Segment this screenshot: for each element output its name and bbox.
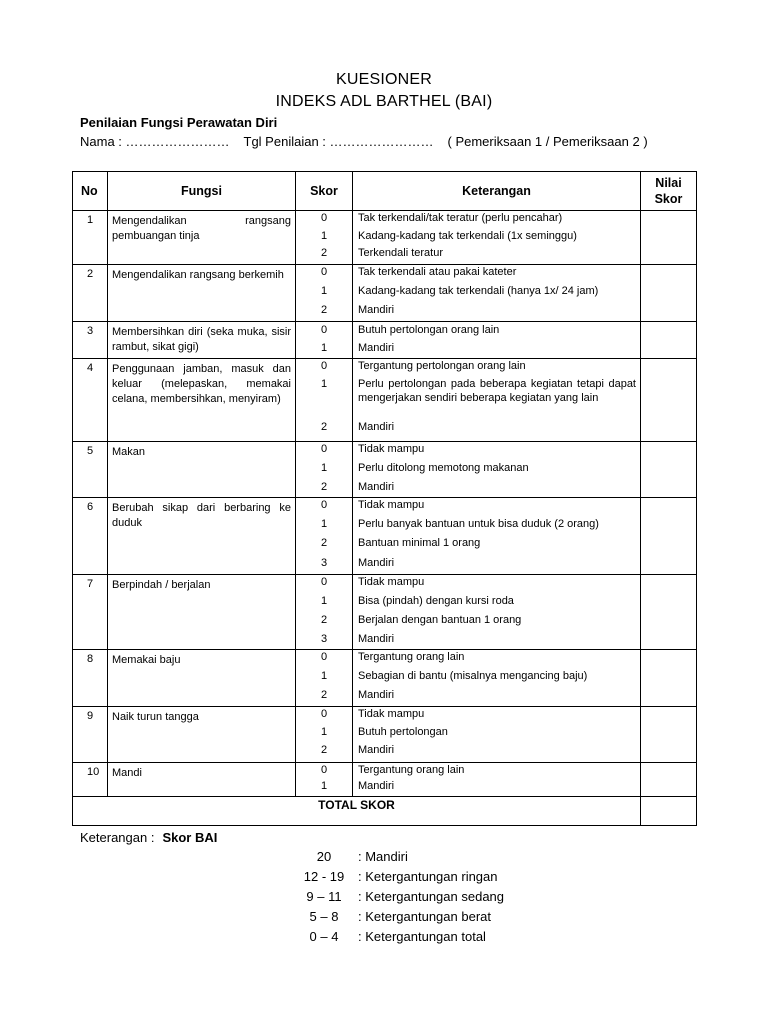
legend-description: : Ketergantungan ringan bbox=[358, 868, 498, 884]
keterangan-text: Mandiri bbox=[358, 342, 395, 354]
patient-meta-line bbox=[80, 134, 648, 149]
table-row bbox=[73, 359, 697, 442]
keterangan-text: Mandiri bbox=[358, 633, 395, 645]
skor-value: 2 bbox=[320, 744, 328, 756]
skor-cell bbox=[296, 359, 353, 442]
adl-table bbox=[72, 171, 697, 826]
keterangan-text: Perlu pertolongan pada beberapa kegiatan tetapi dapat mengerjakan sendiri beberapa kegiatan yang lain bbox=[358, 378, 636, 404]
row-number: 8 bbox=[73, 650, 108, 707]
keterangan-text: Kadang-kadang tak terkendali (1x seminggu) bbox=[358, 230, 577, 242]
skor-value: 0 bbox=[320, 576, 328, 588]
nilai-skor-cell[interactable] bbox=[641, 650, 697, 707]
keterangan-text: Mandiri bbox=[358, 744, 395, 756]
skor-value: 1 bbox=[320, 670, 328, 682]
col-header-skor: Skor bbox=[296, 172, 353, 211]
skor-value: 2 bbox=[320, 304, 328, 316]
legend-range: 0 – 4 bbox=[309, 928, 339, 944]
keterangan-text: Butuh pertolongan bbox=[358, 726, 448, 738]
row-number: 2 bbox=[73, 265, 108, 322]
skor-value: 2 bbox=[320, 481, 328, 493]
keterangan-cell bbox=[353, 707, 641, 763]
keterangan-cell bbox=[353, 322, 641, 359]
row-number: 1 bbox=[73, 211, 108, 265]
skor-value: 1 bbox=[320, 726, 328, 738]
keterangan-text: Mandiri bbox=[358, 481, 395, 493]
skor-value: 0 bbox=[320, 212, 328, 224]
table-row bbox=[73, 707, 697, 763]
legend-description: : Ketergantungan sedang bbox=[358, 888, 505, 904]
skor-cell bbox=[296, 265, 353, 322]
row-number: 5 bbox=[73, 442, 108, 498]
fungsi-cell: Makan bbox=[108, 442, 296, 498]
nilai-skor-cell[interactable] bbox=[641, 575, 697, 650]
skor-value: 2 bbox=[320, 421, 328, 433]
keterangan-cell bbox=[353, 498, 641, 575]
nilai-skor-cell[interactable] bbox=[641, 265, 697, 322]
keterangan-text: Tak terkendali/tak teratur (perlu pencahar) bbox=[358, 212, 563, 224]
fungsi-cell: Naik turun tangga bbox=[108, 707, 296, 763]
skor-value: 1 bbox=[320, 780, 328, 792]
total-row bbox=[73, 797, 697, 826]
skor-value: 1 bbox=[320, 518, 328, 530]
table-header-row bbox=[73, 172, 697, 211]
keterangan-cell bbox=[353, 763, 641, 797]
keterangan-text: Mandiri bbox=[358, 689, 395, 701]
table-row bbox=[73, 265, 697, 322]
nilai-skor-cell[interactable] bbox=[641, 322, 697, 359]
keterangan-cell bbox=[353, 265, 641, 322]
skor-value: 2 bbox=[320, 247, 328, 259]
table-row bbox=[73, 575, 697, 650]
skor-value: 0 bbox=[320, 360, 328, 372]
skor-value: 1 bbox=[320, 230, 328, 242]
skor-cell bbox=[296, 575, 353, 650]
keterangan-text: Tergantung orang lain bbox=[358, 651, 465, 663]
total-skor-value-cell[interactable] bbox=[641, 797, 697, 826]
row-number: 7 bbox=[73, 575, 108, 650]
keterangan-cell bbox=[353, 359, 641, 442]
table-row bbox=[73, 211, 697, 265]
skor-value: 0 bbox=[320, 324, 328, 336]
fungsi-cell: Mengendalikan rangsang pembuangan tinja bbox=[108, 211, 296, 265]
col-header-keterangan: Keterangan bbox=[353, 172, 641, 211]
keterangan-text: Mandiri bbox=[358, 780, 395, 792]
keterangan-text: Sebagian di bantu (misalnya mengancing baju) bbox=[358, 670, 588, 682]
legend-title: Skor BAI bbox=[162, 830, 218, 845]
keterangan-text: Berjalan dengan bantuan 1 orang bbox=[358, 614, 522, 626]
keterangan-text: Mandiri bbox=[358, 557, 395, 569]
fungsi-cell: Berpindah / berjalan bbox=[108, 575, 296, 650]
keterangan-text: Perlu ditolong memotong makanan bbox=[358, 462, 529, 474]
row-number: 3 bbox=[73, 322, 108, 359]
fungsi-cell: Memakai baju bbox=[108, 650, 296, 707]
fungsi-cell: Berubah sikap dari berbaring ke duduk bbox=[108, 498, 296, 575]
keterangan-text: Bisa (pindah) dengan kursi roda bbox=[358, 595, 514, 607]
keterangan-text: Tergantung orang lain bbox=[358, 764, 465, 776]
skor-value: 1 bbox=[320, 595, 328, 607]
section-subtitle: Penilaian Fungsi Perawatan Diri bbox=[80, 115, 278, 130]
legend-item bbox=[290, 926, 504, 946]
nilai-skor-cell[interactable] bbox=[641, 763, 697, 797]
skor-cell bbox=[296, 707, 353, 763]
skor-value: 1 bbox=[320, 378, 328, 390]
legend-range: 12 - 19 bbox=[303, 868, 345, 884]
keterangan-text: Tidak mampu bbox=[358, 499, 425, 511]
nilai-skor-cell[interactable] bbox=[641, 707, 697, 763]
skor-value: 3 bbox=[320, 633, 328, 645]
skor-value: 3 bbox=[320, 557, 328, 569]
fungsi-cell: Mandi bbox=[108, 763, 296, 797]
keterangan-text: Kadang-kadang tak terkendali (hanya 1x/ 24 jam) bbox=[358, 285, 599, 297]
table-row bbox=[73, 498, 697, 575]
keterangan-text: Tidak mampu bbox=[358, 443, 425, 455]
score-legend bbox=[290, 846, 504, 946]
nama-field: Nama : …………………… bbox=[80, 134, 230, 149]
skor-cell bbox=[296, 322, 353, 359]
legend-item bbox=[290, 886, 504, 906]
skor-value: 1 bbox=[320, 342, 328, 354]
keterangan-text: Mandiri bbox=[358, 304, 395, 316]
keterangan-text: Tergantung pertolongan orang lain bbox=[358, 360, 526, 372]
legend-range: 20 bbox=[316, 848, 332, 864]
keterangan-text: Tidak mampu bbox=[358, 576, 425, 588]
legend-heading bbox=[80, 830, 217, 845]
row-number: 4 bbox=[73, 359, 108, 442]
legend-description: : Ketergantungan berat bbox=[358, 908, 491, 924]
keterangan-text: Bantuan minimal 1 orang bbox=[358, 537, 481, 549]
keterangan-text: Mandiri bbox=[358, 421, 395, 433]
legend-item bbox=[290, 866, 504, 886]
skor-cell bbox=[296, 211, 353, 265]
legend-label: Keterangan : bbox=[80, 830, 155, 845]
row-number: 6 bbox=[73, 498, 108, 575]
col-header-fungsi: Fungsi bbox=[108, 172, 296, 211]
col-header-no: No bbox=[73, 172, 108, 211]
col-header-nilai-skor bbox=[641, 172, 697, 211]
table-row bbox=[73, 763, 697, 797]
fungsi-cell: Penggunaan jamban, masuk dan keluar (melepaskan, memakai celana, membersihkan, menyiram) bbox=[108, 359, 296, 442]
keterangan-text: Butuh pertolongan orang lain bbox=[358, 324, 500, 336]
row-number: 9 bbox=[73, 707, 108, 763]
nilai-skor-cell[interactable] bbox=[641, 359, 697, 442]
nilai-skor-cell[interactable] bbox=[641, 211, 697, 265]
keterangan-text: Tidak mampu bbox=[358, 708, 425, 720]
keterangan-cell bbox=[353, 575, 641, 650]
skor-value: 0 bbox=[320, 651, 328, 663]
skor-cell bbox=[296, 650, 353, 707]
legend-range: 9 – 11 bbox=[306, 888, 342, 904]
skor-value: 0 bbox=[320, 708, 328, 720]
table-row bbox=[73, 650, 697, 707]
nilai-skor-cell[interactable] bbox=[641, 498, 697, 575]
fungsi-cell: Mengendalikan rangsang berkemih bbox=[108, 265, 296, 322]
keterangan-cell bbox=[353, 442, 641, 498]
skor-cell bbox=[296, 763, 353, 797]
skor-value: 0 bbox=[320, 764, 328, 776]
skor-value: 1 bbox=[320, 462, 328, 474]
table-row bbox=[73, 322, 697, 359]
legend-description: : Ketergantungan total bbox=[358, 928, 486, 944]
skor-value: 2 bbox=[320, 689, 328, 701]
skor-value: 0 bbox=[320, 499, 328, 511]
legend-item bbox=[290, 906, 504, 926]
keterangan-text: Perlu banyak bantuan untuk bisa duduk (2 orang) bbox=[358, 518, 599, 530]
keterangan-cell bbox=[353, 211, 641, 265]
legend-description: : Mandiri bbox=[358, 848, 408, 864]
skor-value: 1 bbox=[320, 285, 328, 297]
skor-value: 0 bbox=[320, 266, 328, 278]
nilai-skor-cell[interactable] bbox=[641, 442, 697, 498]
keterangan-text: Terkendali teratur bbox=[358, 247, 443, 259]
legend-item bbox=[290, 846, 504, 866]
pemeriksaan-field: ( Pemeriksaan 1 / Pemeriksaan 2 ) bbox=[447, 134, 648, 149]
total-skor-label: TOTAL SKOR bbox=[73, 797, 641, 826]
skor-value: 2 bbox=[320, 537, 328, 549]
nilai-header-text: Nilai Skor bbox=[654, 176, 683, 206]
table-row bbox=[73, 442, 697, 498]
row-number: 10 bbox=[73, 763, 108, 797]
keterangan-text: Tak terkendali atau pakai kateter bbox=[358, 266, 517, 278]
skor-cell bbox=[296, 498, 353, 575]
fungsi-cell: Membersihkan diri (seka muka, sisir rambut, sikat gigi) bbox=[108, 322, 296, 359]
page-title: KUESIONER bbox=[335, 71, 433, 88]
skor-value: 2 bbox=[320, 614, 328, 626]
skor-value: 0 bbox=[320, 443, 328, 455]
page-title-line2: INDEKS ADL BARTHEL (BAI) bbox=[275, 93, 493, 110]
skor-cell bbox=[296, 442, 353, 498]
keterangan-cell bbox=[353, 650, 641, 707]
tgl-penilaian-field: Tgl Penilaian : …………………… bbox=[243, 134, 434, 149]
legend-range: 5 – 8 bbox=[309, 908, 339, 924]
